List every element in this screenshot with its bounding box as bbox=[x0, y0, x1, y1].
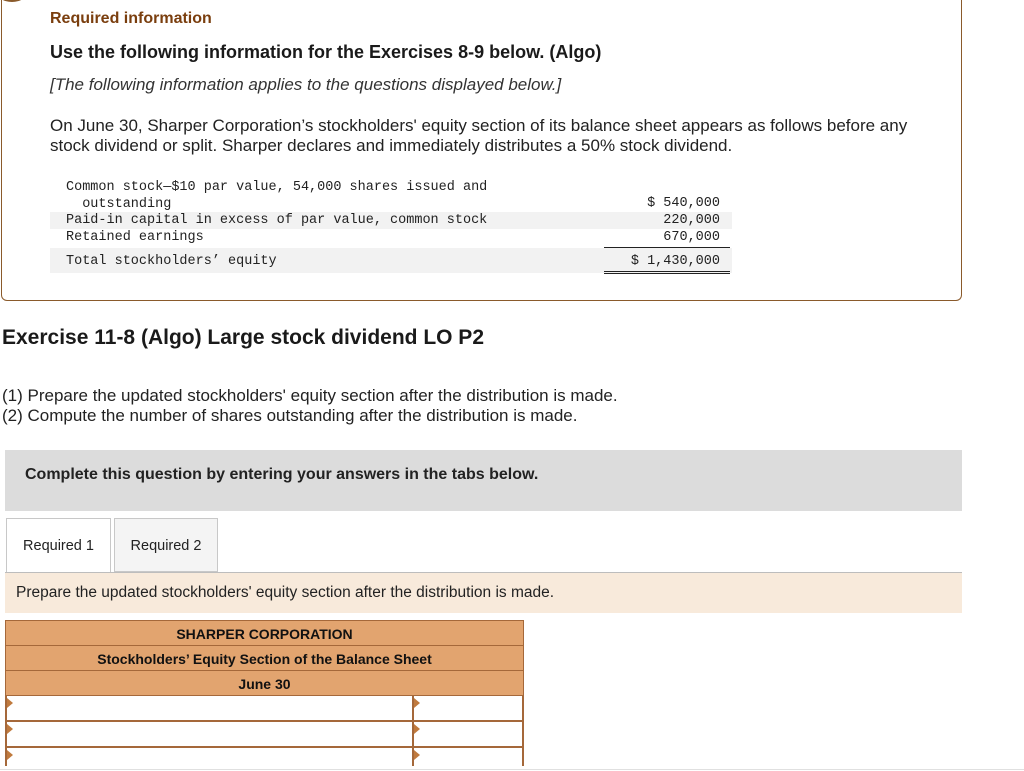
equity-row-retained-earnings bbox=[50, 229, 732, 248]
answer-table-company: SHARPER CORPORATION bbox=[5, 620, 524, 646]
equity-row-paid-in-capital bbox=[50, 212, 732, 229]
equity-row-label bbox=[66, 179, 487, 213]
equity-row-amount: 670,000 bbox=[663, 230, 720, 245]
dropdown-caret-icon bbox=[7, 724, 13, 734]
equity-row-label-line2: outstanding bbox=[66, 197, 172, 212]
answer-row bbox=[5, 722, 524, 748]
equity-row-amount: 220,000 bbox=[663, 213, 720, 228]
use-following-heading: Use the following information for the Exercises 8-9 below. (Algo) bbox=[50, 42, 602, 62]
exercise-title: Exercise 11-8 (Algo) Large stock dividend LO P2 bbox=[2, 326, 484, 349]
answer-amount-input[interactable] bbox=[414, 696, 522, 720]
equity-row-label: Paid-in capital in excess of par value, common stock bbox=[66, 213, 488, 228]
tab-required-1[interactable]: Required 1 bbox=[6, 518, 111, 572]
answer-table bbox=[5, 620, 524, 766]
question-1: (1) Prepare the updated stockholders' equity section after the distribution is made. bbox=[2, 386, 618, 405]
instruction-text: Prepare the updated stockholders' equity section after the distribution is made. bbox=[16, 584, 555, 601]
complete-question-banner bbox=[5, 450, 962, 511]
equity-row-common-stock bbox=[50, 178, 732, 212]
equity-row-amount: $ 540,000 bbox=[647, 196, 720, 211]
total-double-underline bbox=[604, 271, 730, 274]
equity-row-label-line1: Common stock—$10 par value, 54,000 shares issued and bbox=[66, 180, 488, 195]
corner-circle-icon bbox=[0, 0, 28, 2]
dropdown-caret-icon bbox=[414, 724, 420, 734]
answer-label-input[interactable] bbox=[7, 748, 414, 766]
dropdown-caret-icon bbox=[414, 750, 420, 760]
equity-row-total bbox=[50, 248, 732, 273]
required-information-heading: Required information bbox=[50, 10, 212, 27]
intro-paragraph: On June 30, Sharper Corporation’s stockholders' equity section of its balance sheet appears as follows before any stock dividend or split. Sharper declares and immediately distributes a 50% stock dividend. bbox=[50, 116, 908, 155]
instruction-banner bbox=[5, 573, 962, 613]
question-2: (2) Compute the number of shares outstanding after the distribution is made. bbox=[2, 406, 578, 425]
dropdown-caret-icon bbox=[7, 750, 13, 760]
applies-note: [The following information applies to the questions displayed below.] bbox=[50, 75, 562, 94]
answer-amount-input[interactable] bbox=[414, 748, 522, 766]
answer-label-input[interactable] bbox=[7, 722, 414, 746]
equity-row-amount: $ 1,430,000 bbox=[630, 254, 720, 269]
answer-row bbox=[5, 748, 524, 766]
equity-table bbox=[50, 178, 732, 273]
answer-amount-input[interactable] bbox=[414, 722, 522, 746]
equity-row-label: Retained earnings bbox=[66, 230, 204, 245]
dropdown-caret-icon bbox=[7, 698, 13, 708]
answer-table-section-title: Stockholders’ Equity Section of the Balance Sheet bbox=[5, 645, 524, 671]
answer-row bbox=[5, 696, 524, 722]
footer-divider bbox=[0, 769, 1024, 770]
equity-row-label: Total stockholders’ equity bbox=[66, 254, 277, 269]
answer-label-input[interactable] bbox=[7, 696, 414, 720]
dropdown-caret-icon bbox=[414, 698, 420, 708]
answer-table-date: June 30 bbox=[5, 670, 524, 696]
tab-required-2[interactable]: Required 2 bbox=[114, 518, 218, 572]
complete-question-text: Complete this question by entering your answers in the tabs below. bbox=[25, 466, 539, 483]
